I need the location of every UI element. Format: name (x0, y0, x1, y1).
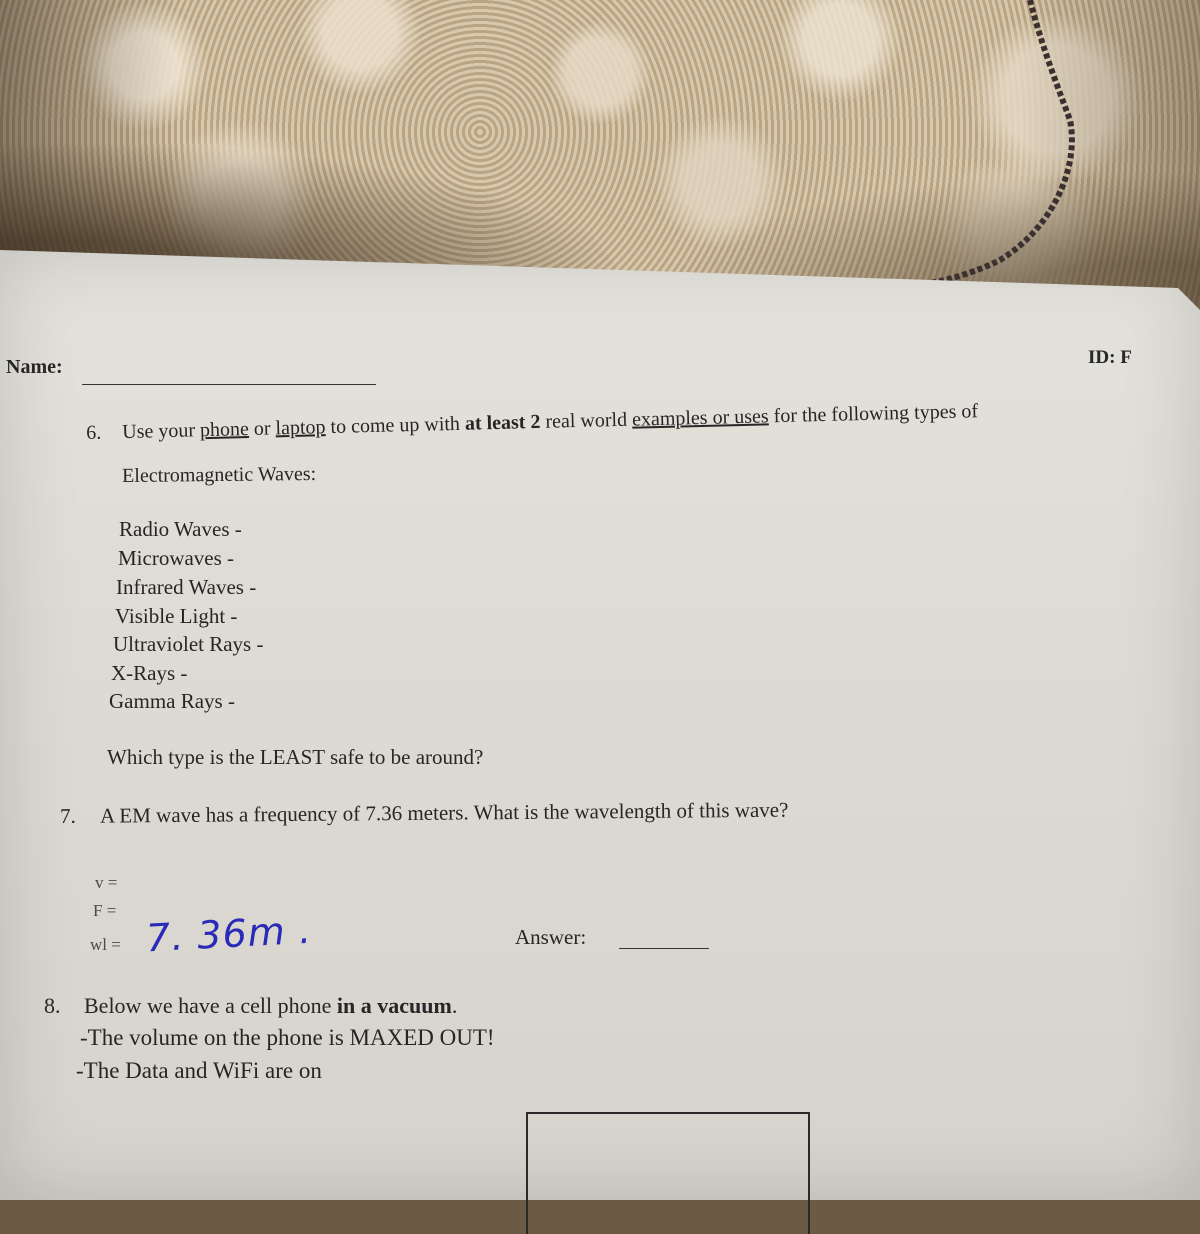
question-8-line2: -The volume on the phone is MAXED OUT! (80, 1025, 495, 1050)
q8-text: Below we have a cell phone (84, 993, 337, 1018)
cell-phone-diagram-box (526, 1112, 810, 1234)
question-6-line2: Electromagnetic Waves: (122, 462, 317, 487)
question-number: 7. (60, 803, 76, 828)
examples-underlined: examples or uses (631, 405, 769, 431)
wave-visible-light: Visible Light - (115, 604, 238, 628)
question-8-line1 (44, 993, 457, 1019)
name-blank-line[interactable] (82, 384, 376, 385)
wave-radio: Radio Waves - (119, 517, 242, 541)
question-8-line3: -The Data and WiFi are on (76, 1058, 322, 1083)
wave-gamma: Gamma Rays - (109, 689, 235, 713)
phone-underlined: phone (199, 418, 250, 442)
q6-text: Use your (121, 419, 201, 444)
id-label: ID: F (1088, 347, 1132, 368)
at-least-bold: at least 2 (464, 410, 541, 435)
q6-text: real world (540, 408, 633, 433)
blanket-stitching (880, 0, 1110, 300)
answer-blank-line[interactable] (619, 948, 709, 949)
wl-label: wl = (90, 935, 121, 954)
q7-text: A EM wave has a frequency of 7.36 meters. What is the wavelength of this wave? (99, 797, 789, 828)
handwritten-answer: 7. 36m . (144, 907, 313, 961)
q6-text: for the following types of (768, 400, 979, 428)
wave-ultraviolet: Ultraviolet Rays - (113, 632, 264, 656)
q8-period: . (451, 993, 458, 1018)
laptop-underlined: laptop (275, 416, 326, 440)
least-safe-question: Which type is the LEAST safe to be around? (107, 745, 484, 769)
question-number: 6. (86, 421, 102, 444)
wave-x-rays: X-Rays - (111, 661, 188, 685)
wave-infrared: Infrared Waves - (116, 575, 257, 599)
v-label: v = (95, 873, 118, 892)
q6-text: to come up with (325, 412, 466, 439)
f-label: F = (93, 901, 117, 920)
answer-label: Answer: (515, 925, 587, 949)
question-number: 8. (44, 993, 61, 1018)
in-a-vacuum-bold: in a vacuum (336, 993, 452, 1018)
wave-microwaves: Microwaves - (118, 546, 235, 570)
q6-text: or (248, 417, 276, 441)
name-label: Name: (6, 356, 63, 378)
